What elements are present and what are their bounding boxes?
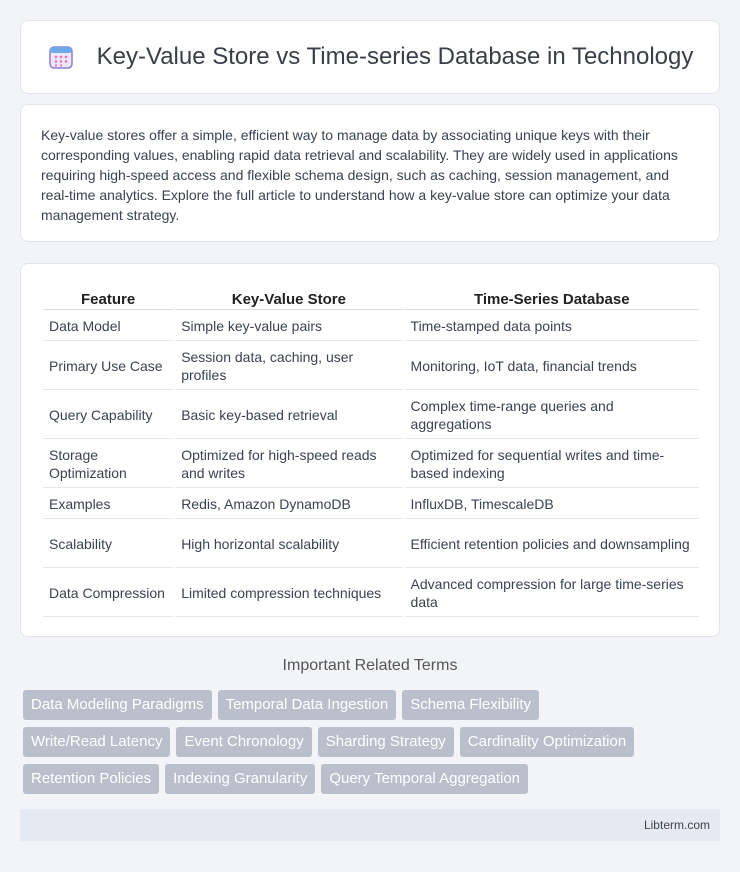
- table-cell: Primary Use Case: [43, 343, 173, 390]
- table-cell: Redis, Amazon DynamoDB: [175, 490, 402, 519]
- table-cell: Complex time-range queries and aggregations: [405, 392, 699, 439]
- table-cell: Data Model: [43, 312, 173, 341]
- table-row: [43, 490, 699, 519]
- footer-brand[interactable]: Libterm.com: [643, 818, 710, 832]
- page-title: Key-Value Store vs Time-series Database in Technology: [96, 43, 694, 70]
- tag-write-read-latency[interactable]: Write/Read Latency: [23, 727, 170, 757]
- table-cell: Scalability: [43, 521, 173, 568]
- tag-cardinality-optimization[interactable]: Cardinality Optimization: [460, 727, 634, 757]
- table-row: [43, 570, 699, 617]
- table-cell: Monitoring, IoT data, financial trends: [405, 343, 699, 390]
- table-cell: Storage Optimization: [43, 441, 173, 488]
- table-cell: InfluxDB, TimescaleDB: [405, 490, 699, 519]
- table-cell: Optimized for high-speed reads and writes: [175, 441, 402, 488]
- tag-row: [23, 764, 723, 794]
- table-cell: Query Capability: [43, 392, 173, 439]
- header-card: [20, 20, 720, 94]
- table-cell: Advanced compression for large time-series data: [405, 570, 699, 617]
- table-cell: Data Compression: [43, 570, 173, 617]
- comparison-table: [41, 284, 701, 619]
- table-cell: Optimized for sequential writes and time-based indexing: [405, 441, 699, 488]
- table-cell: High horizontal scalability: [175, 521, 402, 568]
- table-cell: Session data, caching, user profiles: [175, 343, 402, 390]
- intro-text: Key-value stores offer a simple, efficient way to manage data by associating unique keys with their corresponding values, enabling rapid data retrieval and scalability. They are widely used in applications requiring high-speed access and flexible schema design, such as caching, session management, and real-time analytics. Explore the full article to understand how a key-value store can optimize your data management strategy.: [41, 127, 678, 223]
- tag-query-temporal-aggregation[interactable]: Query Temporal Aggregation: [321, 764, 528, 794]
- table-row: [43, 312, 699, 341]
- comparison-card: [20, 263, 720, 637]
- table-cell: Examples: [43, 490, 173, 519]
- tag-indexing-granularity[interactable]: Indexing Granularity: [165, 764, 315, 794]
- tag-event-chronology[interactable]: Event Chronology: [176, 727, 311, 757]
- related-terms: [23, 690, 723, 801]
- table-row: [43, 392, 699, 439]
- calendar-icon: [47, 43, 75, 71]
- footer: [20, 809, 720, 841]
- tag-data-modeling-paradigms[interactable]: Data Modeling Paradigms: [23, 690, 212, 720]
- column-header: Feature: [43, 286, 173, 310]
- tag-sharding-strategy[interactable]: Sharding Strategy: [318, 727, 454, 757]
- table-cell: Efficient retention policies and downsampling: [405, 521, 699, 568]
- tag-row: [23, 727, 723, 757]
- tag-retention-policies[interactable]: Retention Policies: [23, 764, 159, 794]
- table-cell: Limited compression techniques: [175, 570, 402, 617]
- column-header: Time-Series Database: [405, 286, 699, 310]
- intro-card: [20, 104, 720, 242]
- related-terms-title: Important Related Terms: [282, 657, 458, 674]
- table-cell: Time-stamped data points: [405, 312, 699, 341]
- table-cell: Basic key-based retrieval: [175, 392, 402, 439]
- column-header: Key-Value Store: [175, 286, 402, 310]
- tag-row: [23, 690, 723, 720]
- tag-temporal-data-ingestion[interactable]: Temporal Data Ingestion: [218, 690, 397, 720]
- table-cell: Simple key-value pairs: [175, 312, 402, 341]
- tag-schema-flexibility[interactable]: Schema Flexibility: [402, 690, 539, 720]
- table-row: [43, 343, 699, 390]
- table-row: [43, 441, 699, 488]
- table-header-row: [43, 286, 699, 310]
- table-row: [43, 521, 699, 568]
